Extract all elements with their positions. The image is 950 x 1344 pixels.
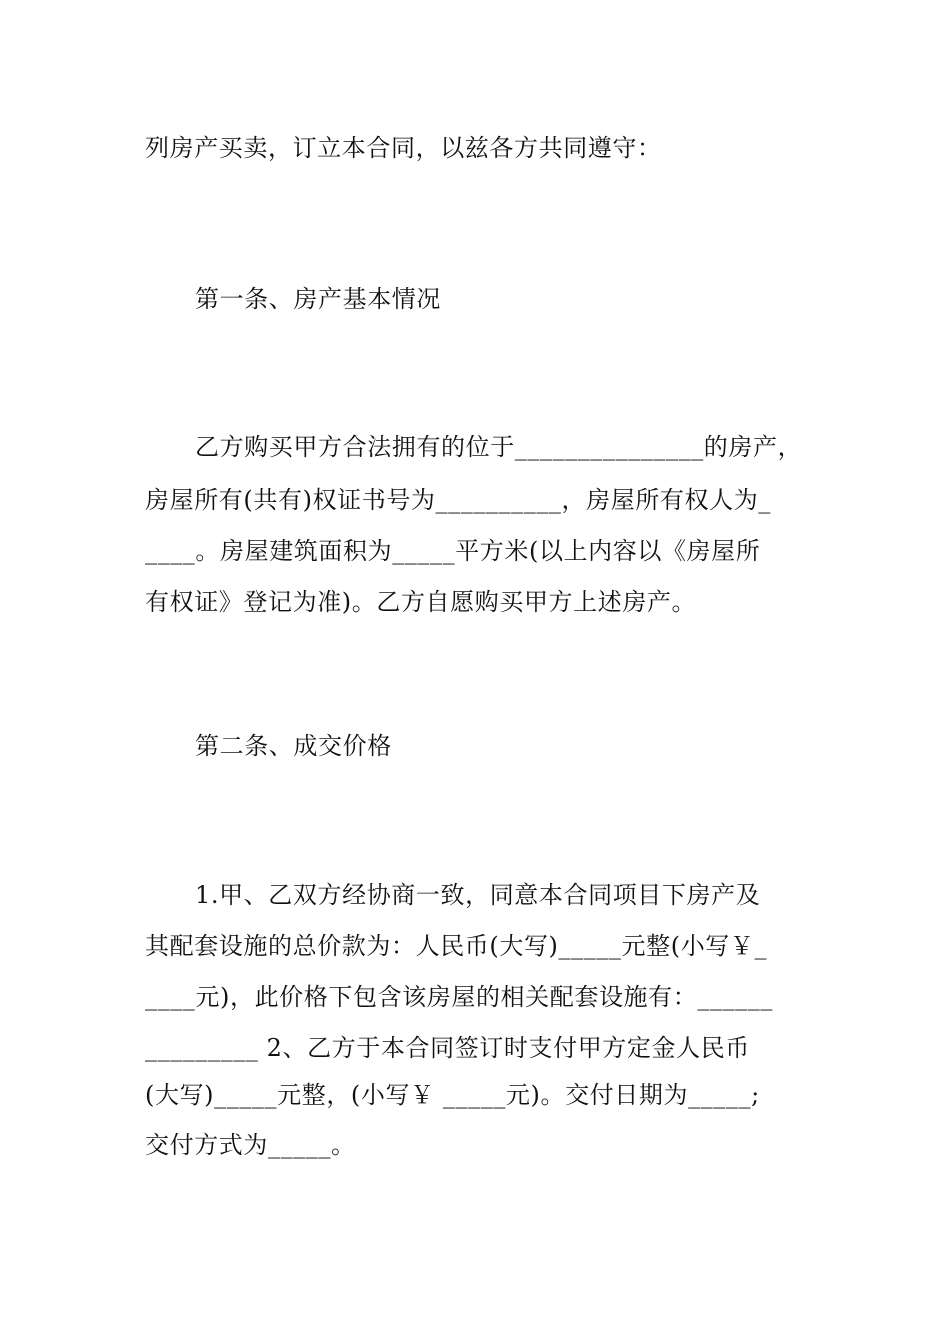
article-2-line: 其配套设施的总价款为：人民币(大写)_____元整(小写￥_ xyxy=(145,932,768,960)
article-2-line: ____元)，此价格下包含该房屋的相关配套设施有：______ xyxy=(145,983,773,1011)
article-2-line: _________ 2、乙方于本合同签订时支付甲方定金人民币 xyxy=(145,1034,750,1062)
article-1-line: 乙方购买甲方合法拥有的位于_______________的房产， xyxy=(195,433,803,461)
article-2-line: (大写)_____元整，(小写￥ _____元)。交付日期为_____; xyxy=(145,1081,760,1109)
intro-line: 列房产买卖，订立本合同，以兹各方共同遵守： xyxy=(145,134,662,162)
article-2-line: 1.甲、乙双方经协商一致，同意本合同项目下房产及 xyxy=(195,881,761,909)
article-1-line: 有权证》登记为准)。乙方自愿购买甲方上述房产。 xyxy=(145,588,697,616)
article-1-heading: 第一条、房产基本情况 xyxy=(195,285,441,313)
article-2-line: 交付方式为_____。 xyxy=(145,1131,356,1159)
article-2-heading: 第二条、成交价格 xyxy=(195,732,392,760)
article-1-line: ____。房屋建筑面积为_____平方米(以上内容以《房屋所 xyxy=(145,537,761,565)
article-1-line: 房屋所有(共有)权证书号为__________，房屋所有权人为_ xyxy=(145,486,771,514)
